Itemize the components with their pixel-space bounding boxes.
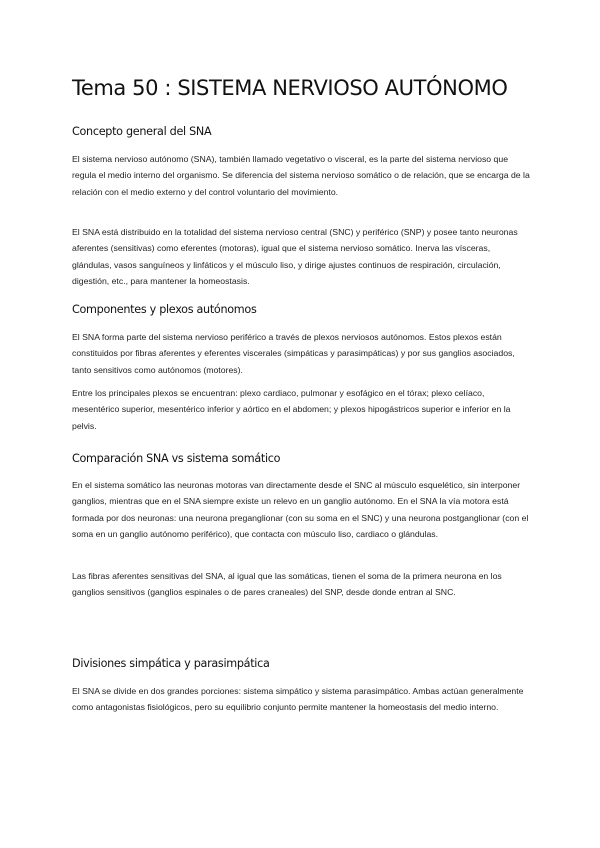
section-heading-divisiones: Divisiones simpática y parasimpática <box>72 657 270 670</box>
paragraph-comparacion-1: En el sistema somático las neuronas motoras van directamente desde el SNC al músculo esquelético, sin interponer ganglios, mientras que en el SNA siempre existe un relevo en un ganglio autónomo. En el SNA la vía motora está formada por dos neuronas: una neurona preganglionar (con su soma en el SNC) y una neurona postganglionar (con el soma en un ganglio autónomo periférico), que contacta con músculo liso, cardiaco o glándulas. <box>72 480 529 540</box>
paragraph-componentes-2: Entre los principales plexos se encuentran: plexo cardiaco, pulmonar y esofágico en el tórax; plexo celíaco, mesentérico superior, mesentérico inferior y aórtico en el abdomen; y plexos hipogástricos superior e inferior en la pelvis. <box>72 388 511 431</box>
section-heading-concepto: Concepto general del SNA <box>72 125 212 138</box>
paragraph-divisiones-1: El SNA se divide en dos grandes porciones: sistema simpático y sistema parasimpático. Ambas actúan generalmente como antagonistas fisiológicos, pero su equilibrio conjunto permite mantener la homeostasis del medio interno. <box>72 686 524 713</box>
section-heading-comparacion: Comparación SNA vs sistema somático <box>72 452 281 465</box>
paragraph-comparacion-2: Las fibras aferentes sensitivas del SNA, al igual que las somáticas, tienen el soma de la primera neurona en los ganglios sensitivos (ganglios espinales o de pares craneales) del SNP, desde donde entran al SNC. <box>72 571 502 598</box>
paragraph-componentes-1: El SNA forma parte del sistema nervioso periférico a través de plexos nerviosos autónomos. Estos plexos están constituidos por fibras aferentes y eferentes viscerales (simpáticas y parasimpáticas) y por sus ganglios asociados, tanto sensitivos como autónomos (motores). <box>72 332 515 375</box>
page-title: Tema 50 : SISTEMA NERVIOSO AUTÓNOMO <box>72 76 508 100</box>
section-heading-componentes: Componentes y plexos autónomos <box>72 303 257 316</box>
paragraph-concepto-2: El SNA está distribuido en la totalidad del sistema nervioso central (SNC) y periférico (SNP) y posee tanto neuronas aferentes (sensitivas) como eferentes (motoras), igual que el sistema nervioso somático. Inerva las vísceras, glándulas, vasos sanguíneos y linfáticos y el músculo liso, y dirige ajustes continuos de respiración, circulación, digestión, etc., para mantener la homeostasis. <box>72 227 518 287</box>
paragraph-concepto-1: El sistema nervioso autónomo (SNA), también llamado vegetativo o visceral, es la parte del sistema nervioso que regula el medio interno del organismo. Se diferencia del sistema nervioso somático o de relación, que se encarga de la relación con el medio externo y del control voluntario del movimiento. <box>72 154 530 197</box>
